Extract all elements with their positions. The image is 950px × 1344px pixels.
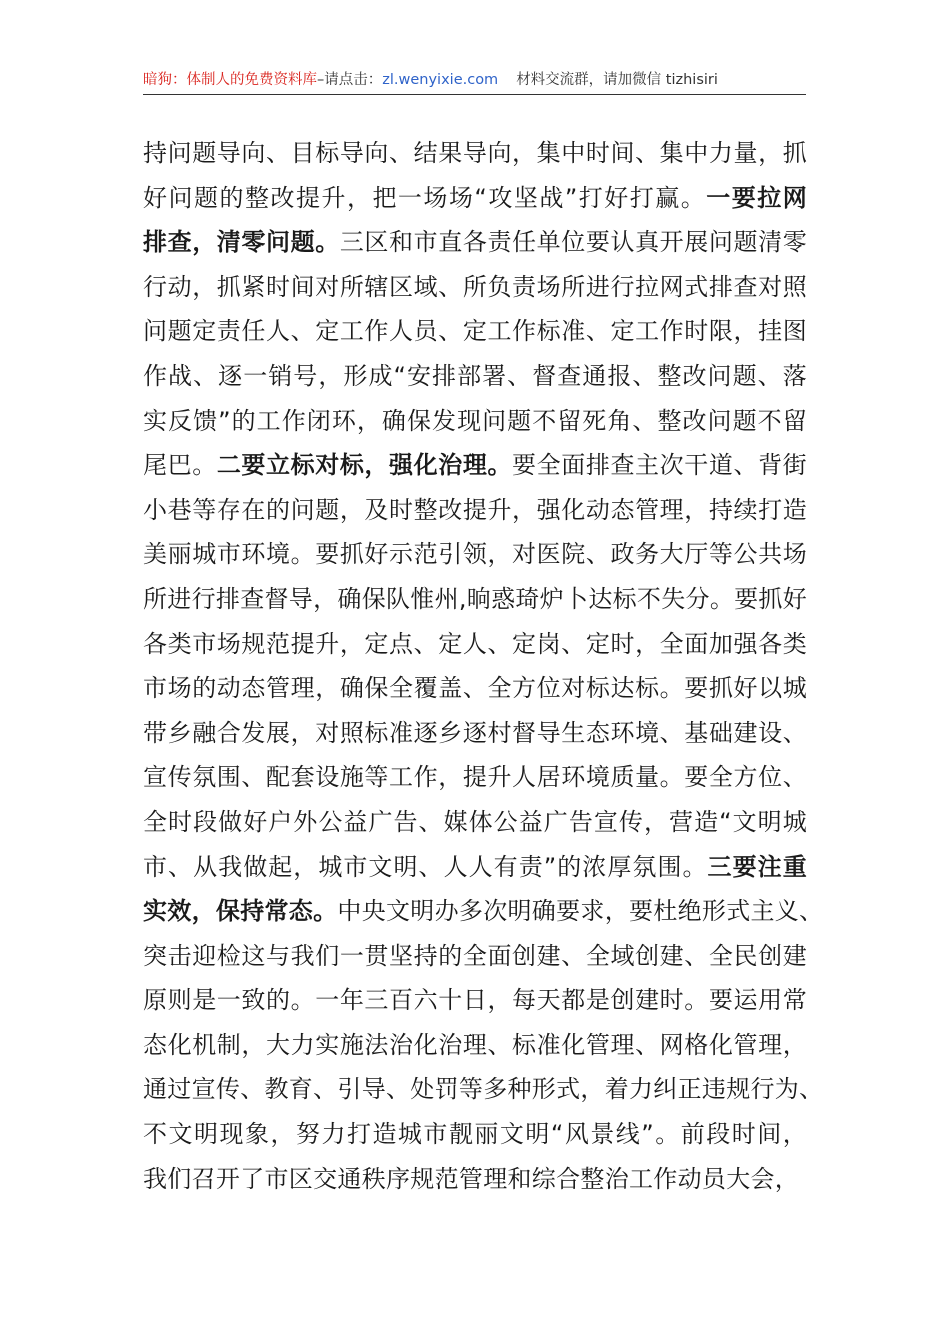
body-text-segment: 持问题导向、目标导向、结果导向，集中时间、集中力量，抓 — [143, 139, 807, 167]
body-text-segment: 实反馈”的工作闭环，确保发现问题不留死角、整改问题不留 — [143, 406, 808, 435]
document-body — [143, 131, 824, 1201]
body-text-segment: 市、从我做起，城市文明、人人有责”的浓厚氛围。 — [143, 852, 708, 881]
text-line — [143, 978, 807, 1023]
bold-heading-text: 实效，保持常态。 — [143, 897, 338, 926]
text-line — [143, 845, 807, 890]
text-line — [143, 1157, 807, 1202]
text-line — [143, 131, 807, 176]
body-text-segment: 所进行排查督导，确保队惟州,晌惑琦炉卜达标不失分。要抓好 — [143, 584, 808, 613]
text-line — [143, 577, 807, 622]
body-text-segment: 行动，抓紧时间对所辖区域、所负责场所进行拉网式排查对照 — [143, 272, 807, 301]
text-line — [143, 488, 807, 533]
text-line — [143, 711, 807, 756]
body-text-segment: 各类市场规范提升，定点、定人、定岗、定时，全面加强各类 — [143, 629, 807, 658]
body-text-segment: 突击迎检这与我们一贯坚持的全面创建、全域创建、全民创建 — [143, 941, 807, 970]
body-text-segment: 原则是一致的。一年三百六十日，每天都是创建时。要运用常 — [143, 986, 807, 1015]
body-text-segment: 问题定责任人、定工作人员、定工作标准、定工作时限，挂图 — [143, 317, 807, 346]
text-line — [143, 354, 807, 399]
text-line — [143, 532, 807, 577]
body-text-segment: 带乡融合发展，对照标准逐乡逐村督导生态环境、基础建设、 — [143, 718, 807, 747]
text-line — [143, 666, 807, 711]
bold-heading-text: 排查，清零问题。 — [143, 228, 340, 257]
body-text-segment: 我们召开了市区交通秩序规范管理和综合整治工作动员大会， — [143, 1164, 800, 1193]
text-line — [143, 265, 807, 310]
body-text-segment: 态化机制，大力实施法治化治理、标准化管理、网格化管理， — [143, 1030, 807, 1059]
text-line — [143, 1023, 807, 1068]
body-text-segment: 要全面排查主次干道、背街 — [512, 451, 807, 480]
text-line — [143, 309, 807, 354]
body-text-segment: 全时段做好户外公益广告、媒体公益广告宣传，营造“文明城 — [143, 807, 807, 836]
bold-heading-text: 一要拉网 — [706, 183, 807, 212]
body-text-segment: 市场的动态管理，确保全覆盖、全方位对标达标。要抓好以城 — [143, 674, 807, 703]
text-line — [143, 934, 807, 979]
header-wechat-note: 材料交流群，请加微信 tizhisiri — [516, 72, 718, 88]
body-text-segment: 小巷等存在的问题，及时整改提升，强化动态管理，持续打造 — [143, 495, 807, 524]
body-text-segment: 中央文明办多次明确要求，要杜绝形式主义、 — [337, 897, 824, 926]
body-text-segment: 作战、逐一销号，形成“安排部署、督查通报、整改问题、落 — [143, 361, 807, 390]
text-line — [143, 622, 807, 667]
header-prompt: –请点击： — [317, 72, 383, 88]
text-line — [143, 889, 824, 934]
body-text-segment: 尾巴。 — [143, 451, 217, 480]
text-line — [143, 220, 807, 265]
text-line — [143, 443, 807, 488]
bold-heading-text: 二要立标对标，强化治理。 — [216, 451, 513, 480]
text-line — [143, 176, 807, 221]
text-line — [143, 399, 807, 444]
text-line — [143, 1112, 807, 1157]
text-line — [143, 800, 807, 845]
body-text-segment: 三区和市直各责任单位要认真开展问题清零 — [339, 228, 807, 257]
body-text-segment: 通过宣传、教育、引导、处罚等多种形式，着力纠正违规行为、 — [143, 1075, 824, 1104]
body-text-segment: 好问题的整改提升，把一场场“攻坚战”打好打赢。 — [143, 183, 707, 212]
header-brand: 暗狗：体制人的免费资料库 — [143, 72, 317, 88]
body-text-segment: 宣传氛围、配套设施等工作，提升人居环境质量。要全方位、 — [143, 763, 807, 792]
header-link[interactable]: zl.wenyixie.com — [382, 72, 499, 88]
text-line — [143, 1067, 824, 1112]
text-line — [143, 755, 807, 800]
body-text-segment: 不文明现象，努力打造城市靓丽文明“风景线”。前段时间， — [143, 1120, 807, 1149]
bold-heading-text: 三要注重 — [707, 852, 807, 881]
page-header — [143, 66, 806, 95]
body-text-segment: 美丽城市环境。要抓好示范引领，对医院、政务大厅等公共场 — [143, 540, 807, 569]
